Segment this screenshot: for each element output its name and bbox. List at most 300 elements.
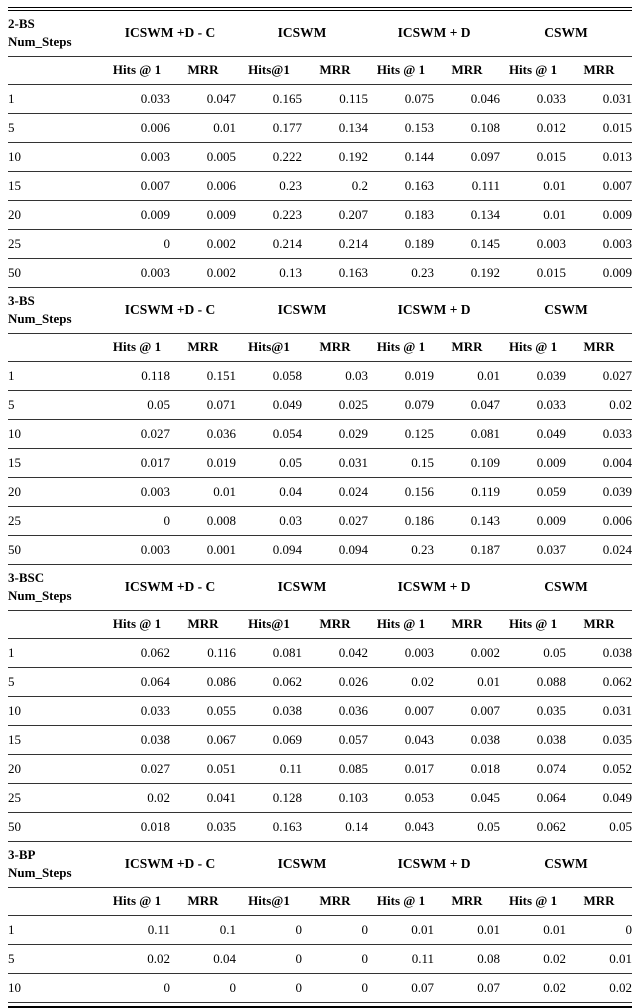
section-name: 3-BSC <box>8 570 45 585</box>
num-steps-label: Num_Steps <box>8 34 72 49</box>
metric-value: 0.027 <box>566 362 632 391</box>
metric-value: 0.064 <box>104 668 170 697</box>
metric-value: 0.151 <box>170 362 236 391</box>
column-group-header: ICSWM <box>236 11 368 57</box>
table-row <box>8 697 632 726</box>
group-header-row <box>8 565 632 611</box>
bottom-rule <box>8 1003 632 1008</box>
num-steps-value: 25 <box>8 784 104 813</box>
table-row <box>8 726 632 755</box>
table-row <box>8 114 632 143</box>
metric-value: 0.031 <box>566 85 632 114</box>
metric-value: 0.02 <box>500 974 566 1003</box>
metric-value: 0.041 <box>170 784 236 813</box>
metric-value: 0.007 <box>368 697 434 726</box>
num-steps-value: 50 <box>8 813 104 842</box>
num-steps-value: 5 <box>8 945 104 974</box>
metric-value: 0.1 <box>170 916 236 945</box>
group-header-row <box>8 842 632 888</box>
metric-value: 0.134 <box>302 114 368 143</box>
metric-value: 0.006 <box>170 172 236 201</box>
metric-header: MRR <box>170 888 236 916</box>
column-group-header: ICSWM + D <box>368 288 500 334</box>
table-row <box>8 916 632 945</box>
section-name: 3-BP <box>8 847 36 862</box>
metric-header: Hits @ 1 <box>104 334 170 362</box>
metric-header-row <box>8 334 632 362</box>
section-label <box>8 288 104 334</box>
num-steps-value: 5 <box>8 668 104 697</box>
column-group-header: ICSWM + D <box>368 565 500 611</box>
metric-value: 0.2 <box>302 172 368 201</box>
num-steps-value: 10 <box>8 143 104 172</box>
metric-value: 0.006 <box>566 507 632 536</box>
column-group-header: ICSWM + D <box>368 842 500 888</box>
metric-value: 0.003 <box>566 230 632 259</box>
metric-value: 0.031 <box>302 449 368 478</box>
metric-value: 0.005 <box>170 143 236 172</box>
metric-value: 0.11 <box>368 945 434 974</box>
metric-header-row <box>8 57 632 85</box>
metric-value: 0.177 <box>236 114 302 143</box>
metric-header-row <box>8 888 632 916</box>
metric-value: 0.23 <box>368 536 434 565</box>
num-steps-value: 5 <box>8 114 104 143</box>
metric-value: 0.003 <box>500 230 566 259</box>
metric-value: 0.038 <box>566 639 632 668</box>
metric-header: Hits@1 <box>236 334 302 362</box>
column-group-header: ICSWM +D - C <box>104 11 236 57</box>
column-group-header: CSWM <box>500 565 632 611</box>
metric-value: 0 <box>302 945 368 974</box>
metric-value: 0.002 <box>434 639 500 668</box>
metric-value: 0.01 <box>170 478 236 507</box>
num-steps-value: 20 <box>8 755 104 784</box>
metric-value: 0.003 <box>104 478 170 507</box>
metric-value: 0.029 <box>302 420 368 449</box>
metric-value: 0 <box>302 916 368 945</box>
metric-value: 0.033 <box>500 85 566 114</box>
metric-value: 0.207 <box>302 201 368 230</box>
metric-value: 0.007 <box>434 697 500 726</box>
metric-value: 0.094 <box>236 536 302 565</box>
metric-value: 0.097 <box>434 143 500 172</box>
num-steps-value: 1 <box>8 85 104 114</box>
metric-value: 0 <box>104 230 170 259</box>
metric-value: 0.214 <box>236 230 302 259</box>
metric-header-row <box>8 611 632 639</box>
metric-value: 0.018 <box>104 813 170 842</box>
column-group-header: ICSWM +D - C <box>104 565 236 611</box>
metric-value: 0.009 <box>170 201 236 230</box>
metric-value: 0.02 <box>368 668 434 697</box>
section-name: 2-BS <box>8 16 35 31</box>
metric-value: 0 <box>104 507 170 536</box>
metric-value: 0.01 <box>368 916 434 945</box>
num-steps-label: Num_Steps <box>8 588 72 603</box>
metric-value: 0.019 <box>368 362 434 391</box>
metric-value: 0.049 <box>236 391 302 420</box>
metric-header: MRR <box>566 334 632 362</box>
metric-value: 0.009 <box>500 507 566 536</box>
empty-cell <box>8 57 104 85</box>
table-row <box>8 362 632 391</box>
metric-value: 0.031 <box>566 697 632 726</box>
metric-value: 0.075 <box>368 85 434 114</box>
metric-header: Hits@1 <box>236 611 302 639</box>
metric-value: 0.163 <box>302 259 368 288</box>
metric-value: 0.11 <box>236 755 302 784</box>
num-steps-value: 10 <box>8 420 104 449</box>
metric-header: MRR <box>302 888 368 916</box>
metric-value: 0.02 <box>104 945 170 974</box>
metric-value: 0.05 <box>566 813 632 842</box>
num-steps-value: 1 <box>8 639 104 668</box>
metric-value: 0.07 <box>434 974 500 1003</box>
metric-value: 0.064 <box>500 784 566 813</box>
metric-header: Hits @ 1 <box>104 611 170 639</box>
metric-value: 0.145 <box>434 230 500 259</box>
metric-value: 0.006 <box>104 114 170 143</box>
metric-value: 0.046 <box>434 85 500 114</box>
metric-value: 0.062 <box>104 639 170 668</box>
metric-value: 0.037 <box>500 536 566 565</box>
metric-value: 0.143 <box>434 507 500 536</box>
metric-header: MRR <box>566 888 632 916</box>
metric-value: 0.019 <box>170 449 236 478</box>
section-label <box>8 11 104 57</box>
metric-value: 0.039 <box>566 478 632 507</box>
num-steps-value: 5 <box>8 391 104 420</box>
metric-value: 0.01 <box>500 201 566 230</box>
metric-header: MRR <box>302 334 368 362</box>
metric-header: Hits@1 <box>236 57 302 85</box>
num-steps-value: 20 <box>8 201 104 230</box>
metric-value: 0.035 <box>500 697 566 726</box>
metric-value: 0.017 <box>104 449 170 478</box>
metric-value: 0.004 <box>566 449 632 478</box>
table-row <box>8 201 632 230</box>
metric-value: 0.186 <box>368 507 434 536</box>
metric-value: 0.192 <box>302 143 368 172</box>
column-group-header: ICSWM +D - C <box>104 288 236 334</box>
metric-value: 0.081 <box>434 420 500 449</box>
table-row <box>8 449 632 478</box>
metric-value: 0.111 <box>434 172 500 201</box>
metric-value: 0.119 <box>434 478 500 507</box>
metric-value: 0.055 <box>170 697 236 726</box>
metric-value: 0.018 <box>434 755 500 784</box>
table-row <box>8 784 632 813</box>
section-name: 3-BS <box>8 293 35 308</box>
metric-value: 0.074 <box>500 755 566 784</box>
metric-value: 0.01 <box>170 114 236 143</box>
table-row <box>8 813 632 842</box>
section-label <box>8 565 104 611</box>
metric-header: MRR <box>434 888 500 916</box>
results-table <box>8 7 632 1008</box>
metric-value: 0.053 <box>368 784 434 813</box>
metric-header: Hits @ 1 <box>500 888 566 916</box>
section-label <box>8 842 104 888</box>
metric-value: 0.03 <box>236 507 302 536</box>
metric-value: 0.009 <box>566 259 632 288</box>
metric-value: 0.059 <box>500 478 566 507</box>
metric-value: 0.001 <box>170 536 236 565</box>
metric-value: 0.035 <box>170 813 236 842</box>
metric-value: 0.144 <box>368 143 434 172</box>
num-steps-value: 50 <box>8 536 104 565</box>
metric-value: 0.038 <box>104 726 170 755</box>
metric-value: 0.036 <box>170 420 236 449</box>
metric-value: 0 <box>236 916 302 945</box>
metric-value: 0 <box>236 974 302 1003</box>
num-steps-label: Num_Steps <box>8 311 72 326</box>
metric-value: 0.067 <box>170 726 236 755</box>
column-group-header: CSWM <box>500 288 632 334</box>
num-steps-value: 50 <box>8 259 104 288</box>
metric-header: MRR <box>566 57 632 85</box>
metric-value: 0.04 <box>236 478 302 507</box>
metric-header: MRR <box>434 57 500 85</box>
metric-value: 0.058 <box>236 362 302 391</box>
metric-header: Hits @ 1 <box>500 611 566 639</box>
column-group-header: ICSWM + D <box>368 11 500 57</box>
table-row <box>8 507 632 536</box>
metric-value: 0.003 <box>104 536 170 565</box>
table-row <box>8 478 632 507</box>
metric-value: 0.047 <box>434 391 500 420</box>
metric-header: Hits @ 1 <box>104 57 170 85</box>
metric-header: MRR <box>434 334 500 362</box>
metric-value: 0.223 <box>236 201 302 230</box>
section-table-3-bs <box>8 288 632 565</box>
empty-cell <box>8 888 104 916</box>
group-header-row <box>8 11 632 57</box>
metric-value: 0.017 <box>368 755 434 784</box>
num-steps-value: 1 <box>8 916 104 945</box>
metric-value: 0.222 <box>236 143 302 172</box>
table-row <box>8 230 632 259</box>
column-group-header: CSWM <box>500 842 632 888</box>
column-group-header: ICSWM <box>236 842 368 888</box>
table-row <box>8 668 632 697</box>
column-group-header: CSWM <box>500 11 632 57</box>
metric-value: 0.103 <box>302 784 368 813</box>
table-row <box>8 420 632 449</box>
metric-value: 0.027 <box>104 755 170 784</box>
metric-header: MRR <box>302 57 368 85</box>
num-steps-value: 15 <box>8 726 104 755</box>
table-row <box>8 639 632 668</box>
metric-value: 0.108 <box>434 114 500 143</box>
metric-header: Hits @ 1 <box>500 57 566 85</box>
metric-value: 0.013 <box>566 143 632 172</box>
metric-value: 0.01 <box>566 945 632 974</box>
metric-value: 0.05 <box>236 449 302 478</box>
column-group-header: ICSWM +D - C <box>104 842 236 888</box>
group-header-row <box>8 288 632 334</box>
metric-value: 0.085 <box>302 755 368 784</box>
metric-header: MRR <box>434 611 500 639</box>
table-row <box>8 945 632 974</box>
metric-value: 0.05 <box>434 813 500 842</box>
metric-value: 0.02 <box>566 974 632 1003</box>
metric-value: 0.071 <box>170 391 236 420</box>
metric-value: 0.088 <box>500 668 566 697</box>
metric-value: 0.009 <box>500 449 566 478</box>
metric-value: 0.008 <box>170 507 236 536</box>
metric-value: 0.163 <box>368 172 434 201</box>
metric-value: 0 <box>302 974 368 1003</box>
metric-value: 0.03 <box>302 362 368 391</box>
num-steps-value: 15 <box>8 449 104 478</box>
table-row <box>8 143 632 172</box>
metric-value: 0.079 <box>368 391 434 420</box>
metric-value: 0.007 <box>104 172 170 201</box>
metric-value: 0.052 <box>566 755 632 784</box>
metric-value: 0.214 <box>302 230 368 259</box>
num-steps-value: 1 <box>8 362 104 391</box>
metric-value: 0.035 <box>566 726 632 755</box>
metric-value: 0.187 <box>434 536 500 565</box>
metric-value: 0 <box>170 974 236 1003</box>
metric-value: 0.038 <box>500 726 566 755</box>
metric-value: 0.015 <box>500 143 566 172</box>
metric-value: 0.01 <box>434 916 500 945</box>
table-row <box>8 755 632 784</box>
metric-value: 0.036 <box>302 697 368 726</box>
metric-value: 0.094 <box>302 536 368 565</box>
metric-value: 0.04 <box>170 945 236 974</box>
num-steps-value: 20 <box>8 478 104 507</box>
metric-value: 0.23 <box>236 172 302 201</box>
metric-value: 0.02 <box>566 391 632 420</box>
metric-header: Hits @ 1 <box>368 611 434 639</box>
table-row <box>8 85 632 114</box>
metric-value: 0.062 <box>566 668 632 697</box>
metric-value: 0.038 <box>236 697 302 726</box>
num-steps-value: 25 <box>8 230 104 259</box>
metric-value: 0 <box>236 945 302 974</box>
metric-value: 0.012 <box>500 114 566 143</box>
metric-header: MRR <box>302 611 368 639</box>
metric-value: 0.033 <box>104 697 170 726</box>
metric-value: 0.024 <box>566 536 632 565</box>
metric-value: 0.192 <box>434 259 500 288</box>
metric-value: 0.045 <box>434 784 500 813</box>
metric-value: 0.01 <box>434 362 500 391</box>
metric-value: 0.153 <box>368 114 434 143</box>
column-group-header: ICSWM <box>236 288 368 334</box>
metric-value: 0.116 <box>170 639 236 668</box>
metric-value: 0.015 <box>566 114 632 143</box>
metric-value: 0.125 <box>368 420 434 449</box>
metric-value: 0.13 <box>236 259 302 288</box>
metric-header: Hits @ 1 <box>500 334 566 362</box>
metric-value: 0.051 <box>170 755 236 784</box>
metric-header: MRR <box>566 611 632 639</box>
metric-value: 0.047 <box>170 85 236 114</box>
metric-value: 0.003 <box>104 143 170 172</box>
metric-value: 0.05 <box>104 391 170 420</box>
metric-value: 0.115 <box>302 85 368 114</box>
empty-cell <box>8 334 104 362</box>
metric-value: 0.23 <box>368 259 434 288</box>
metric-value: 0.033 <box>500 391 566 420</box>
metric-value: 0.01 <box>434 668 500 697</box>
metric-value: 0.009 <box>104 201 170 230</box>
metric-header: Hits @ 1 <box>368 334 434 362</box>
metric-value: 0.033 <box>566 420 632 449</box>
section-table-3-bsc <box>8 565 632 842</box>
metric-value: 0.02 <box>500 945 566 974</box>
table-row <box>8 974 632 1003</box>
metric-value: 0.165 <box>236 85 302 114</box>
metric-header: Hits @ 1 <box>368 888 434 916</box>
metric-value: 0.02 <box>104 784 170 813</box>
metric-value: 0.134 <box>434 201 500 230</box>
metric-header: MRR <box>170 57 236 85</box>
metric-value: 0.025 <box>302 391 368 420</box>
column-group-header: ICSWM <box>236 565 368 611</box>
table-row <box>8 391 632 420</box>
metric-value: 0.027 <box>302 507 368 536</box>
metric-value: 0.086 <box>170 668 236 697</box>
metric-value: 0.003 <box>104 259 170 288</box>
metric-value: 0.062 <box>236 668 302 697</box>
num-steps-value: 10 <box>8 697 104 726</box>
metric-value: 0.183 <box>368 201 434 230</box>
metric-value: 0.039 <box>500 362 566 391</box>
table-row <box>8 536 632 565</box>
metric-value: 0.14 <box>302 813 368 842</box>
metric-value: 0.057 <box>302 726 368 755</box>
metric-value: 0.027 <box>104 420 170 449</box>
table-row <box>8 259 632 288</box>
metric-value: 0.07 <box>368 974 434 1003</box>
metric-header: MRR <box>170 611 236 639</box>
metric-value: 0.042 <box>302 639 368 668</box>
num-steps-value: 15 <box>8 172 104 201</box>
metric-value: 0.05 <box>500 639 566 668</box>
num-steps-value: 25 <box>8 507 104 536</box>
metric-value: 0.002 <box>170 259 236 288</box>
metric-value: 0.08 <box>434 945 500 974</box>
metric-header: MRR <box>170 334 236 362</box>
metric-value: 0.11 <box>104 916 170 945</box>
num-steps-value: 10 <box>8 974 104 1003</box>
metric-value: 0.189 <box>368 230 434 259</box>
table-root <box>8 11 632 1003</box>
metric-value: 0 <box>566 916 632 945</box>
metric-value: 0.026 <box>302 668 368 697</box>
table-row <box>8 172 632 201</box>
metric-value: 0.069 <box>236 726 302 755</box>
metric-header: Hits @ 1 <box>368 57 434 85</box>
section-table-3-bp <box>8 842 632 1003</box>
metric-value: 0.01 <box>500 172 566 201</box>
metric-value: 0.033 <box>104 85 170 114</box>
metric-value: 0.024 <box>302 478 368 507</box>
metric-header: Hits@1 <box>236 888 302 916</box>
metric-value: 0.062 <box>500 813 566 842</box>
metric-value: 0.043 <box>368 726 434 755</box>
metric-value: 0.118 <box>104 362 170 391</box>
metric-value: 0.003 <box>368 639 434 668</box>
metric-value: 0.049 <box>566 784 632 813</box>
metric-value: 0.054 <box>236 420 302 449</box>
